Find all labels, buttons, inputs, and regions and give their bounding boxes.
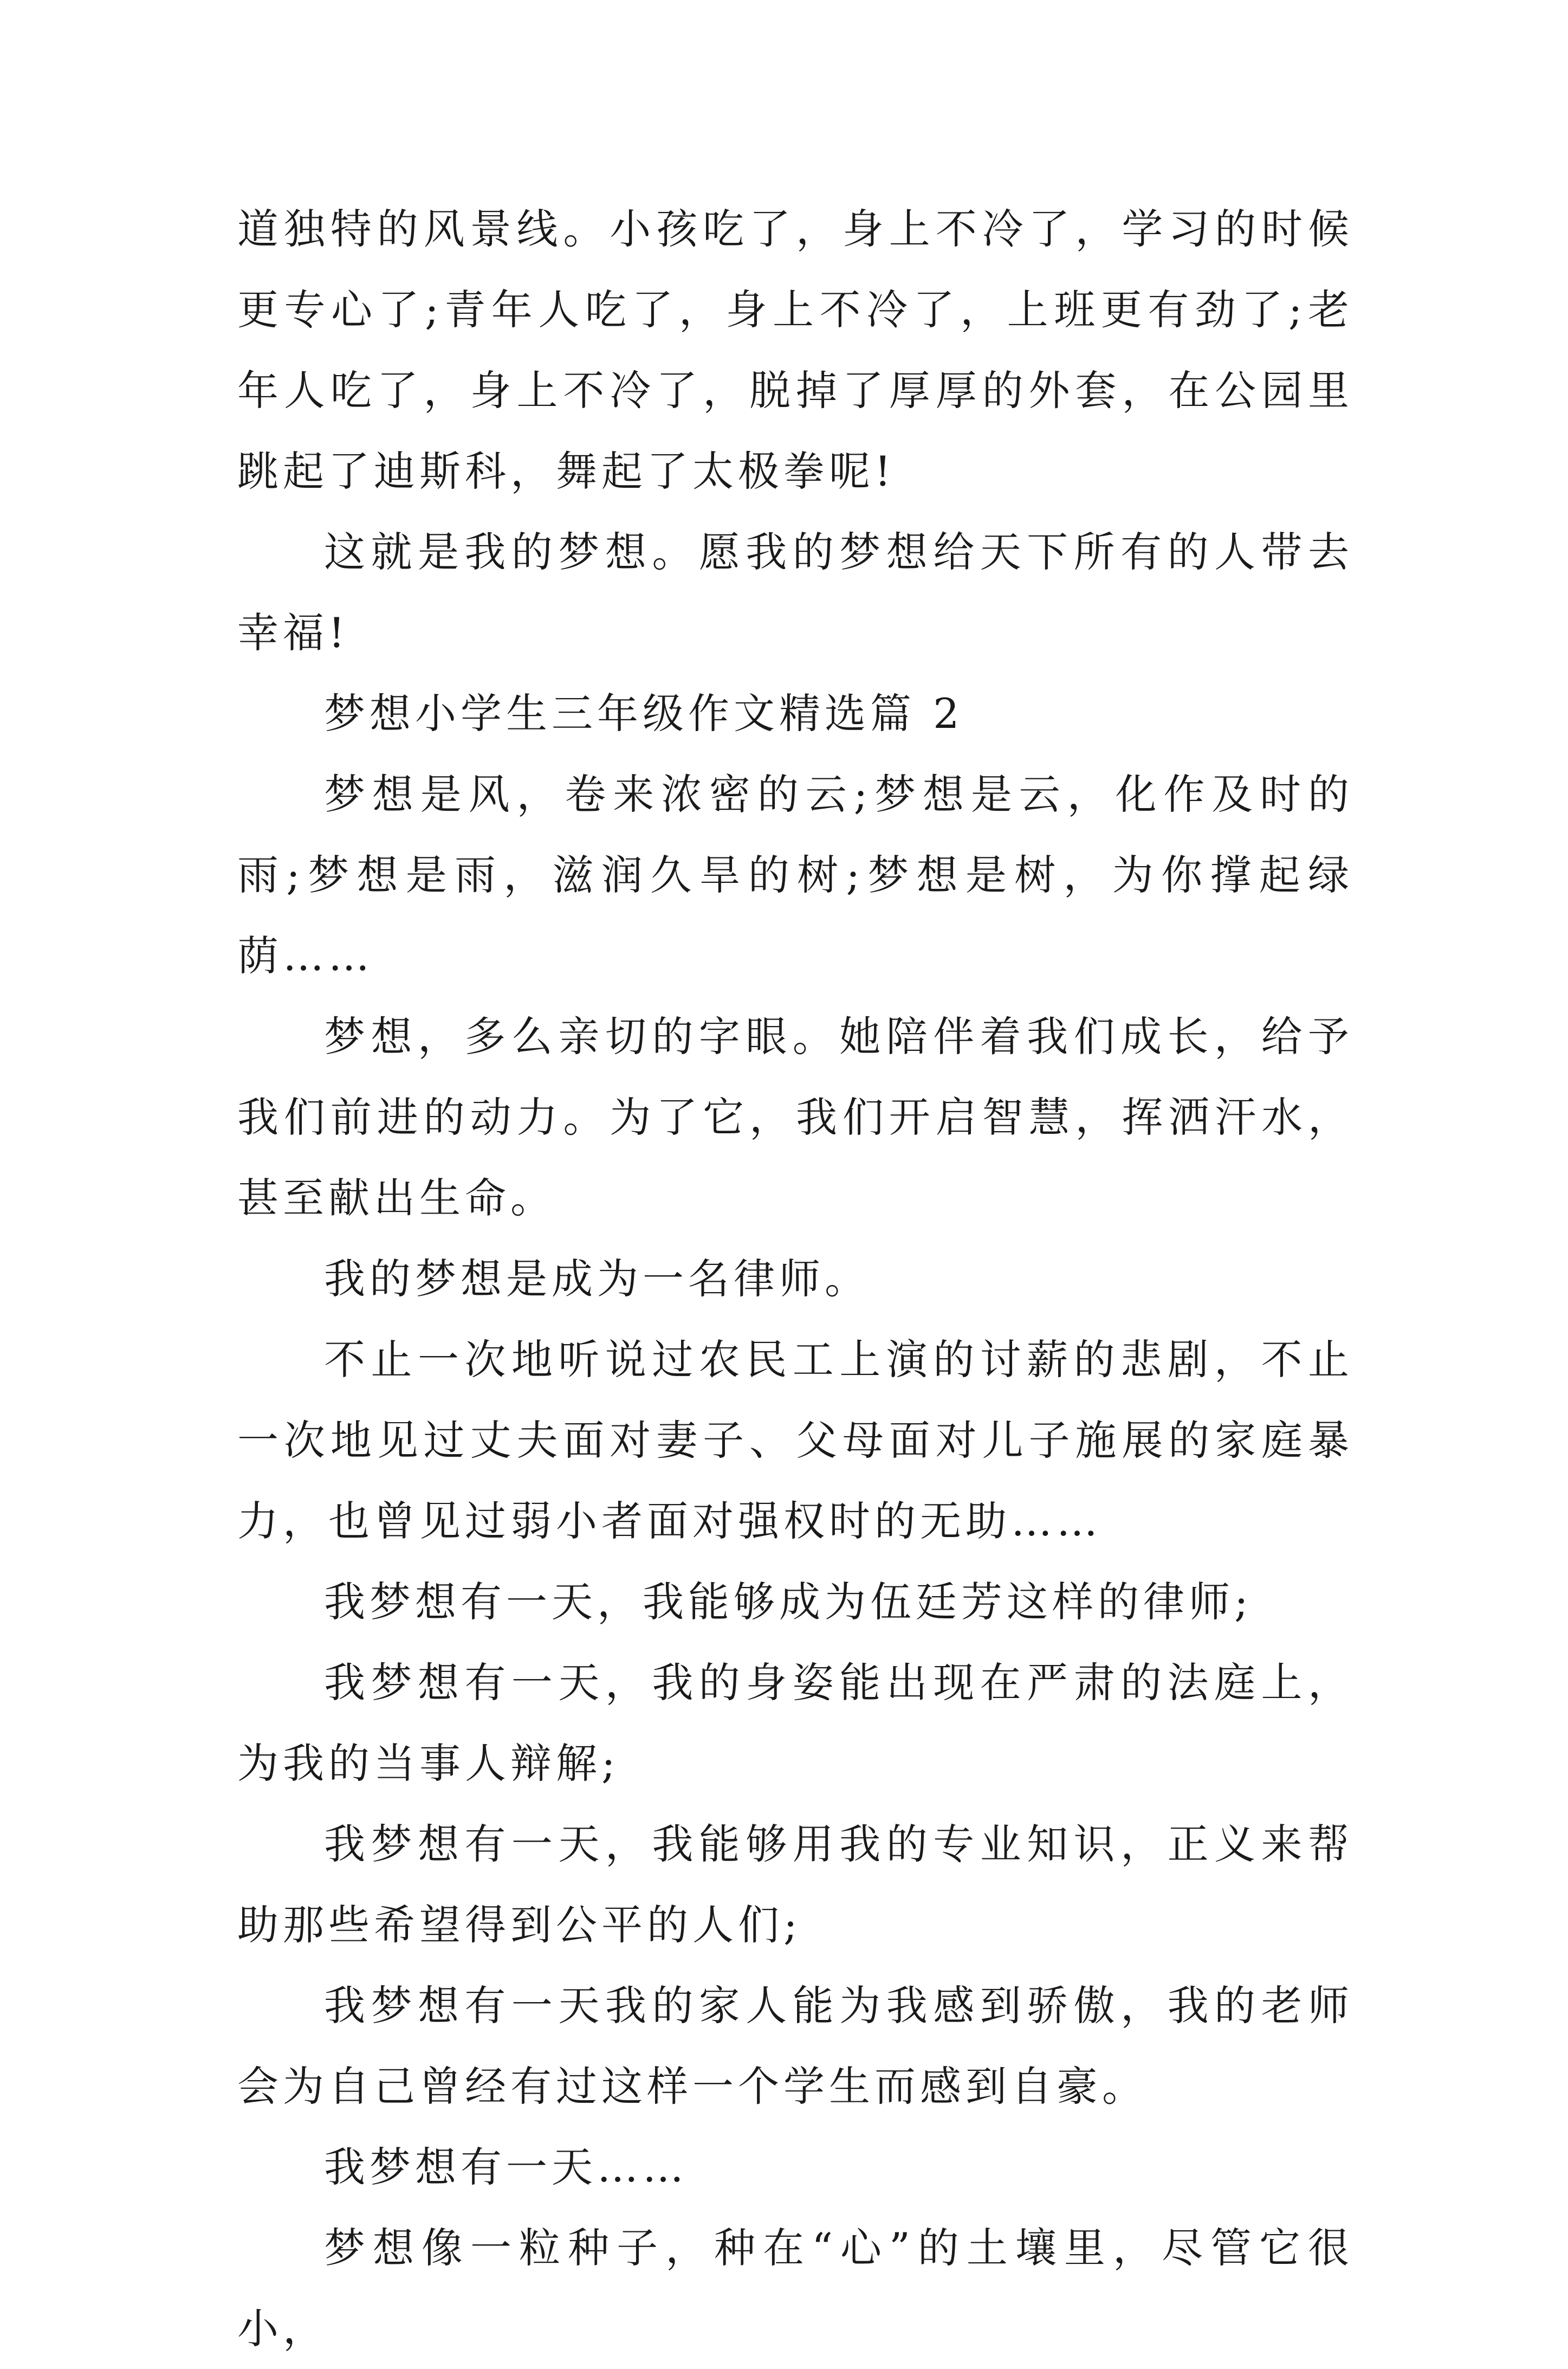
paragraph: 我梦想有一天，我能够成为伍廷芳这样的律师; <box>324 1578 1253 1626</box>
paragraph-continuation: 道独特的风景线。小孩吃了，身上不冷了，学习的时候更专心了;青年人吃了，身上不冷了，上班更有劲了;老年人吃了，身上不冷了，脱掉了厚厚的外套，在公园里跳起了迪斯科，舞起了太极拳呢! <box>237 205 1353 495</box>
paragraph: 我的梦想是成为一名律师。 <box>324 1255 870 1303</box>
paragraph: 我梦想有一天，我能够用我的专业知识，正义来帮助那些希望得到公平的人们; <box>237 1820 1353 1949</box>
paragraph: 梦想是风，卷来浓密的云;梦想是云，化作及时的雨;梦想是雨，滋润久旱的树;梦想是树，为你撑起绿荫…… <box>237 770 1353 980</box>
paragraph: 我梦想有一天…… <box>324 2143 688 2191</box>
paragraph: 不止一次地听说过农民工上演的讨薪的悲剧，不止一次地见过丈夫面对妻子、父母面对儿子施展的家庭暴力，也曾见过弱小者面对强权时的无助…… <box>237 1335 1353 1545</box>
paragraph: 梦想像一粒种子，种在“心”的土壤里，尽管它很小， <box>237 2224 1353 2353</box>
paragraph: 梦想，多么亲切的字眼。她陪伴着我们成长，给予我们前进的动力。为了它，我们开启智慧，挥洒汗水，甚至献出生命。 <box>237 1012 1353 1222</box>
body-text <box>237 189 1353 2369</box>
paragraph: 这就是我的梦想。愿我的梦想给天下所有的人带去幸福! <box>237 528 1353 657</box>
section-heading: 梦想小学生三年级作文精选篇 2 <box>324 689 964 738</box>
paragraph: 我梦想有一天，我的身姿能出现在严肃的法庭上，为我的当事人辩解; <box>237 1658 1353 1787</box>
paragraph: 我梦想有一天我的家人能为我感到骄傲，我的老师会为自己曾经有过这样一个学生而感到自豪。 <box>237 1981 1353 2110</box>
